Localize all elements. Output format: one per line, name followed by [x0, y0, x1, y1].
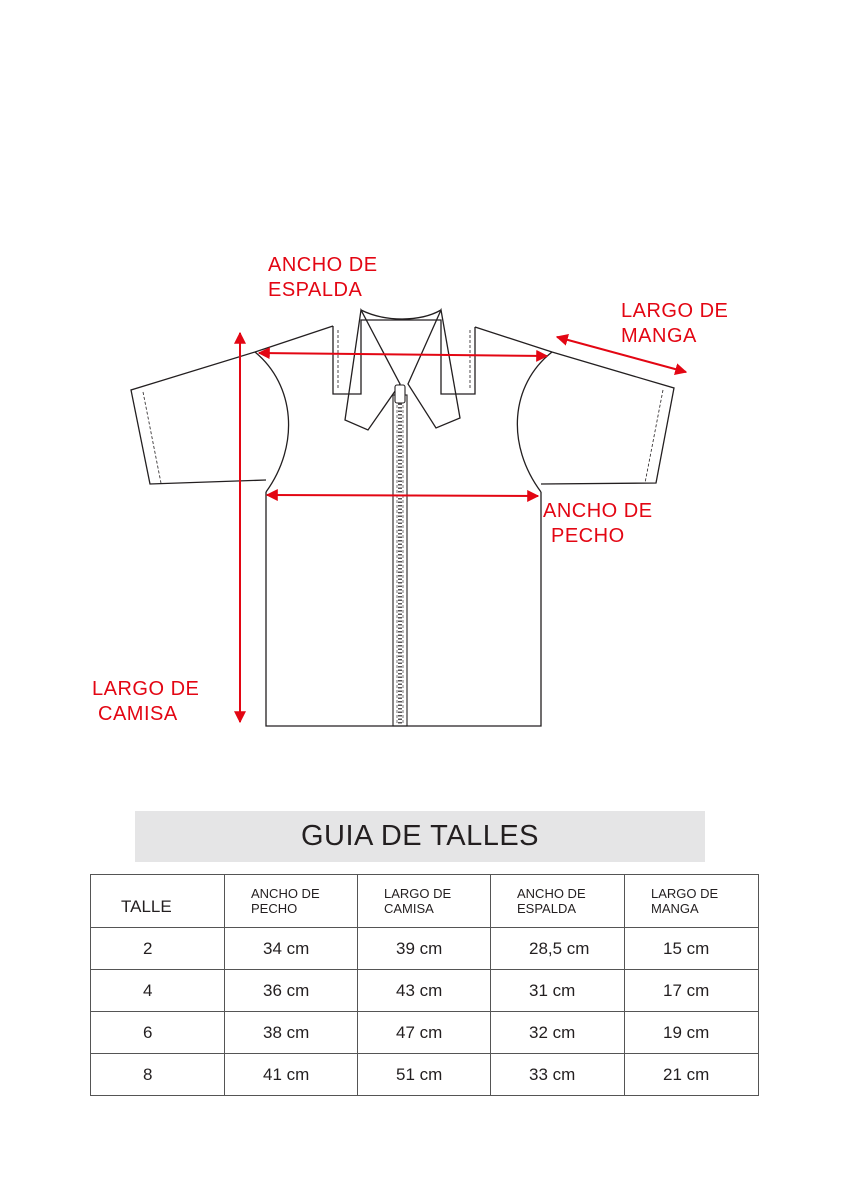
table-row [91, 928, 759, 970]
collar-top [361, 310, 441, 319]
label-ancho-espalda: ANCHO DE ESPALDA [268, 254, 378, 301]
cell-largo-manga: 21 cm [625, 1054, 759, 1096]
cell-ancho-espalda: 28,5 cm [491, 928, 625, 970]
cell-talle: 6 [91, 1012, 225, 1054]
table-row [91, 1012, 759, 1054]
header-talle: TALLE [91, 875, 225, 928]
header-largo-manga: LARGO DE MANGA [625, 875, 759, 928]
header-ancho-espalda: ANCHO DE ESPALDA [491, 875, 625, 928]
cell-ancho-espalda: 33 cm [491, 1054, 625, 1096]
cell-largo-manga: 15 cm [625, 928, 759, 970]
collar-right [408, 310, 460, 428]
arrow-ancho-pecho [267, 495, 538, 496]
right-sleeve-hem [645, 390, 663, 483]
zipper-pull [395, 385, 405, 403]
zipper [393, 385, 407, 726]
cell-ancho-pecho: 38 cm [225, 1012, 358, 1054]
right-sleeve [475, 327, 674, 484]
cell-largo-manga: 17 cm [625, 970, 759, 1012]
cell-talle: 8 [91, 1054, 225, 1096]
cell-ancho-espalda: 31 cm [491, 970, 625, 1012]
table-row [91, 1054, 759, 1096]
cell-largo-camisa: 43 cm [358, 970, 491, 1012]
label-ancho-pecho: ANCHO DE PECHO [543, 500, 653, 547]
cell-largo-camisa: 39 cm [358, 928, 491, 970]
cell-ancho-espalda: 32 cm [491, 1012, 625, 1054]
arrow-ancho-espalda [259, 353, 547, 356]
left-armhole [255, 352, 289, 492]
cell-ancho-pecho: 41 cm [225, 1054, 358, 1096]
zipper-tape [393, 395, 407, 726]
cell-talle: 4 [91, 970, 225, 1012]
collar-left [345, 310, 400, 430]
table-row [91, 970, 759, 1012]
label-largo-camisa: LARGO DE CAMISA [92, 678, 200, 725]
page-title: GUIA DE TALLES [300, 820, 540, 852]
cell-ancho-pecho: 36 cm [225, 970, 358, 1012]
left-sleeve [131, 326, 333, 484]
cell-ancho-pecho: 34 cm [225, 928, 358, 970]
cell-largo-manga: 19 cm [625, 1012, 759, 1054]
header-largo-camisa: LARGO DE CAMISA [358, 875, 491, 928]
right-armhole [517, 352, 552, 492]
label-largo-manga: LARGO DE MANGA [621, 300, 729, 347]
left-sleeve-hem [143, 392, 161, 483]
cell-largo-camisa: 51 cm [358, 1054, 491, 1096]
shirt-body [266, 492, 541, 726]
cell-talle: 2 [91, 928, 225, 970]
cell-largo-camisa: 47 cm [358, 1012, 491, 1054]
table-header-row [91, 875, 759, 928]
size-table [90, 874, 759, 1096]
header-ancho-pecho: ANCHO DE PECHO [225, 875, 358, 928]
